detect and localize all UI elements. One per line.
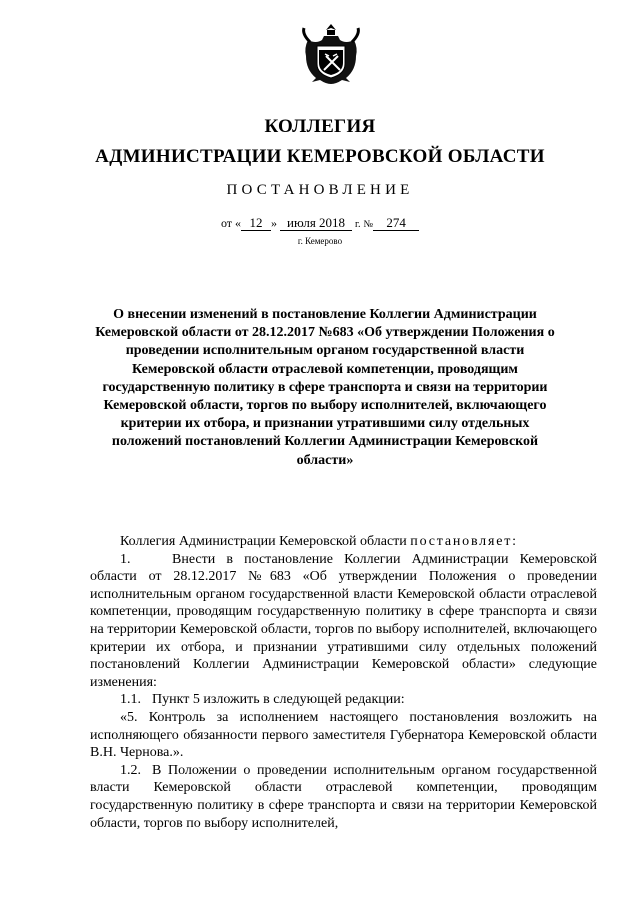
item-1-2-number: 1.2. — [120, 762, 141, 778]
year-suffix: г. — [355, 219, 361, 230]
intro-resolves: постановляет: — [410, 534, 518, 549]
intro-text: Коллегия Администрации Кемеровской области — [120, 534, 407, 549]
quote-paragraph: «5. Контроль за исполнением настоящего постановления возложить на исполняющего обязанности первого заместителя Губернатора Кемеровской области В.Н. Чернова.». — [90, 709, 597, 761]
date-month-year: июля 2018 — [280, 216, 352, 231]
date-prefix: от « — [220, 216, 242, 230]
coat-of-arms-emblem-icon — [300, 22, 362, 86]
item-1-1-text: Пункт 5 изложить в следующей редакции: — [152, 692, 405, 708]
document-body — [90, 533, 597, 832]
item-1-number: 1. — [120, 551, 131, 567]
document-type: ПОСТАНОВЛЕНИЕ — [226, 182, 414, 198]
item-1-2 — [90, 762, 597, 832]
city: г. Кемерово — [297, 236, 343, 246]
item-1-1-number: 1.1. — [120, 692, 141, 708]
item-1-text: Внести в постановление Коллегии Администрации Кемеровской области от 28.12.2017 №683 «Об утверждении Положения о проведении исполнительным органом государственной власти Кемеровской области отраслевой компетенции, проводящим государственную политику в сфере транспорта и связи на территории Кемеровской области, торгов по выбору исполнителей, включающего критерии их отбора, и признании утратившими силу отдельных положений постановлений Коллегии Администрации Кемеровской области» следующие изменения: — [90, 551, 597, 690]
date-mid: » — [271, 216, 278, 230]
authority-name-line2: АДМИНИСТРАЦИИ КЕМЕРОВСКОЙ ОБЛАСТИ — [95, 146, 545, 167]
item-1 — [90, 551, 597, 692]
date-number-line — [0, 216, 640, 231]
authority-name-line1: КОЛЛЕГИЯ — [264, 116, 376, 137]
date-day: 12 — [241, 216, 271, 231]
document-heading: О внесении изменений в постановление Коллегии Администрации Кемеровской области от 28.12.2017 №683 «Об утверждении Положения о проведении исполнительным органом государственной власти Кемеровской области отраслевой компетенции, проводящим государственную политику в сфере транспорта и связи на территории Кемеровской области, торгов по выбору исполнителей, включающего критерии их отбора, и признании утратившими силу отдельных положений постановлений Коллегии Администрации Кемеровской области» — [95, 307, 555, 468]
item-1-1 — [90, 691, 597, 709]
document-number: 274 — [373, 216, 419, 231]
intro-paragraph — [90, 533, 597, 551]
number-prefix: № — [363, 219, 374, 230]
item-1-2-text: В Положении о проведении исполнительным органом государственной власти Кемеровской области отраслевой компетенции, проводящим государственную политику в сфере транспорта и связи на территории Кемеровской области, торгов по выбору исполнителей, — [90, 762, 597, 831]
